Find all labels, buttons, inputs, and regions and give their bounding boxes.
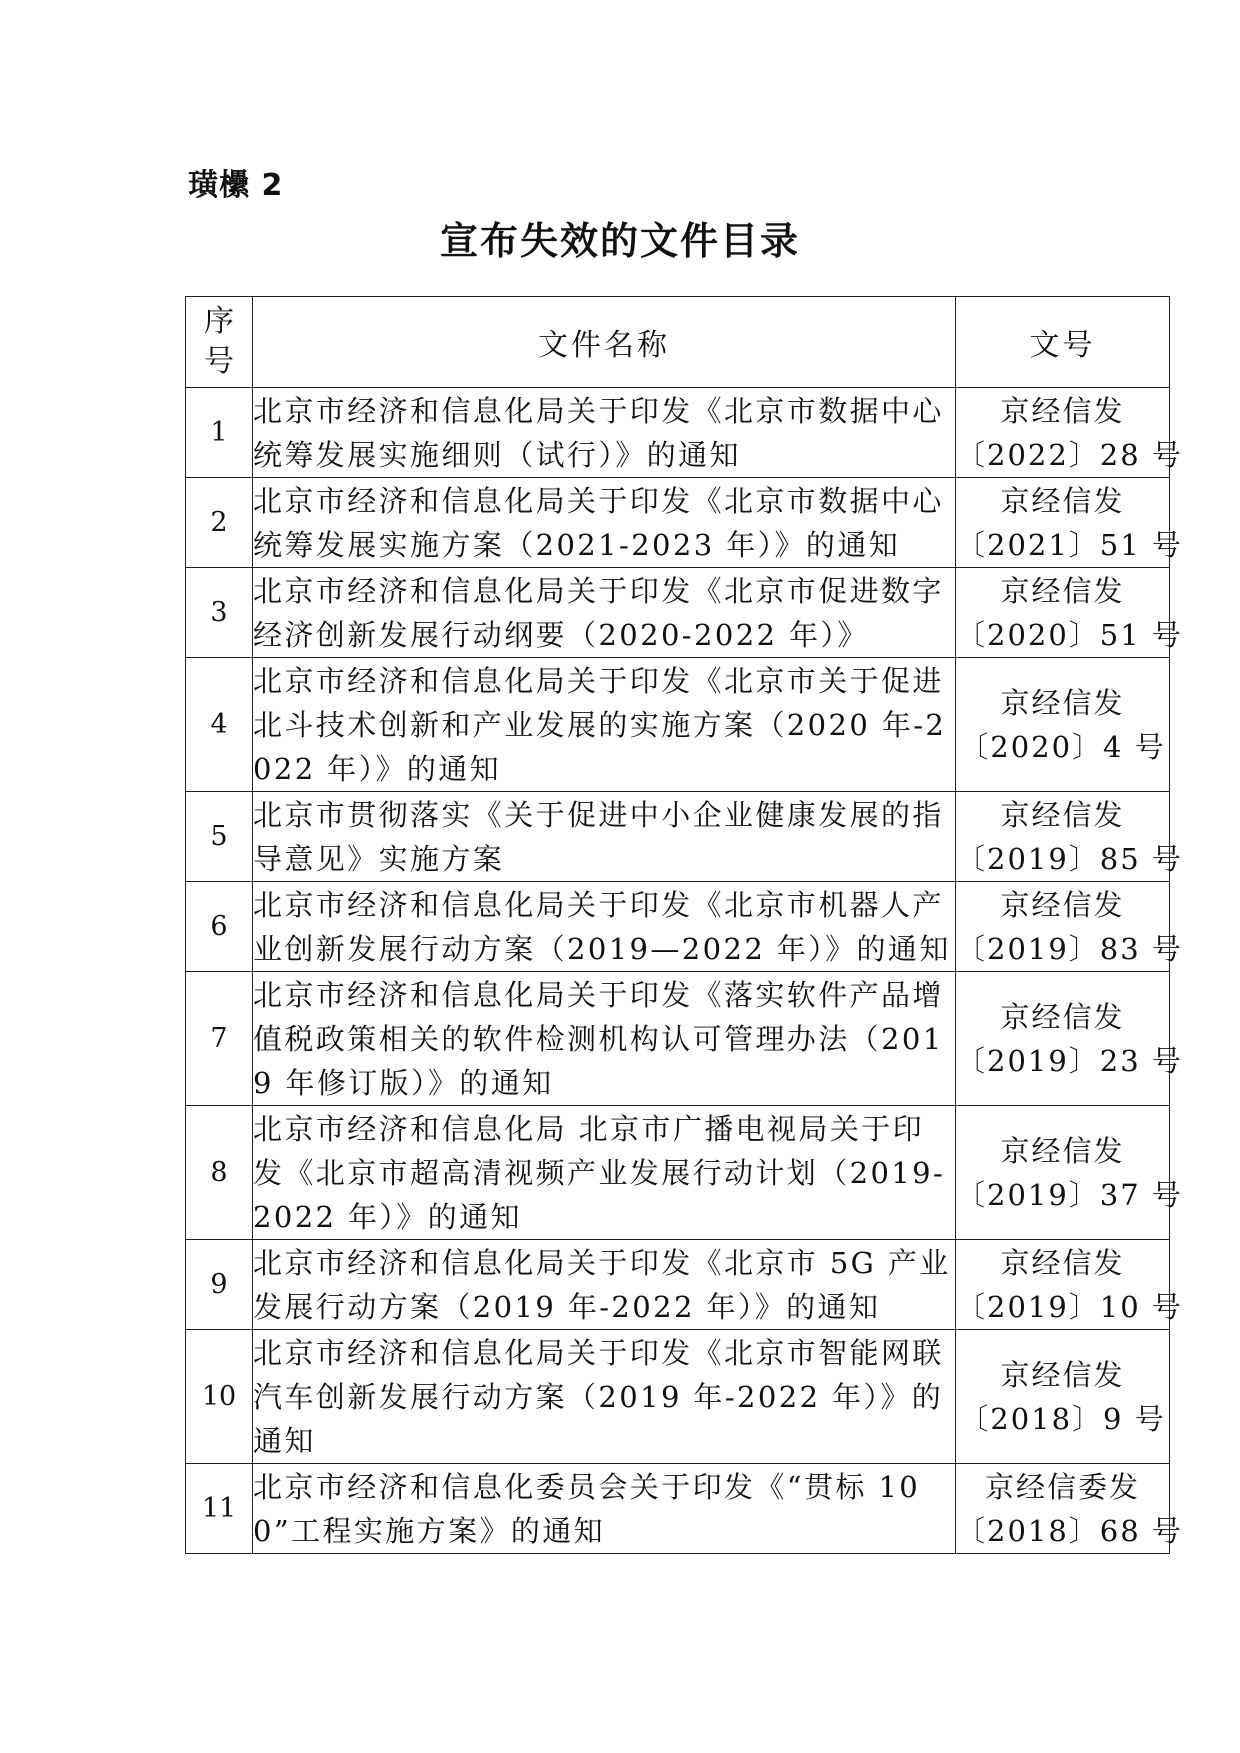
doc-issuer: 京经信发 bbox=[1000, 483, 1125, 518]
row-serial-number: 6 bbox=[186, 882, 253, 972]
table-row bbox=[186, 1464, 1170, 1554]
document-title: 宣布失效的文件目录 bbox=[439, 218, 800, 263]
table-header-row bbox=[186, 297, 1170, 388]
row-document-number bbox=[956, 388, 1183, 478]
header-serial-line1: 序 bbox=[204, 304, 234, 339]
header-serial-line2: 号 bbox=[204, 344, 234, 379]
row-document-number bbox=[956, 972, 1183, 1106]
row-serial-number: 8 bbox=[186, 1106, 253, 1240]
doc-issuer: 京经信发 bbox=[1000, 393, 1125, 428]
table-row bbox=[186, 658, 1170, 792]
row-serial-number: 10 bbox=[186, 1330, 253, 1464]
doc-issuer: 京经信发 bbox=[1000, 573, 1125, 608]
doc-code: 〔2019〕10 号 bbox=[956, 1289, 1183, 1324]
doc-issuer: 京经信发 bbox=[1000, 797, 1125, 832]
header-document-number: 文号 bbox=[956, 297, 1170, 388]
row-file-name: 北京市经济和信息化局关于印发《北京市数据中心统筹发展实施方案（2021-2023 年）》的通知 bbox=[253, 478, 956, 568]
doc-issuer: 京经信发 bbox=[1000, 1133, 1125, 1168]
doc-code: 〔2019〕85 号 bbox=[956, 841, 1183, 876]
table-row bbox=[186, 792, 1170, 882]
table-row bbox=[186, 972, 1170, 1106]
row-document-number bbox=[956, 658, 1170, 792]
row-serial-number: 3 bbox=[186, 568, 253, 658]
table-row bbox=[186, 882, 1170, 972]
row-serial-number: 4 bbox=[186, 658, 253, 792]
row-file-name: 北京市经济和信息化局关于印发《北京市数据中心统筹发展实施细则（试行）》的通知 bbox=[253, 388, 956, 478]
doc-code: 〔2021〕51 号 bbox=[956, 527, 1183, 562]
row-file-name: 北京市贯彻落实《关于促进中小企业健康发展的指导意见》实施方案 bbox=[253, 792, 956, 882]
doc-issuer: 京经信发 bbox=[1000, 1357, 1125, 1392]
doc-issuer: 京经信发 bbox=[1000, 999, 1125, 1034]
doc-code: 〔2018〕9 号 bbox=[959, 1401, 1166, 1436]
row-document-number bbox=[956, 1330, 1170, 1464]
row-file-name: 北京市经济和信息化局关于印发《北京市 5G 产业发展行动方案（2019 年-2022 年）》的通知 bbox=[253, 1240, 956, 1330]
rescinded-files-table bbox=[185, 296, 1183, 1554]
table-row bbox=[186, 568, 1170, 658]
header-file-name: 文件名称 bbox=[253, 297, 956, 388]
doc-code: 〔2020〕51 号 bbox=[956, 617, 1183, 652]
row-file-name: 北京市经济和信息化局关于印发《北京市机器人产业创新发展行动方案（2019—2022 年）》的通知 bbox=[253, 882, 956, 972]
row-serial-number: 5 bbox=[186, 792, 253, 882]
doc-issuer: 京经信发 bbox=[1000, 1245, 1125, 1280]
row-file-name: 北京市经济和信息化委员会关于印发《“贯标 100”工程实施方案》的通知 bbox=[253, 1464, 956, 1554]
doc-code: 〔2020〕4 号 bbox=[959, 729, 1166, 764]
row-document-number bbox=[956, 1106, 1183, 1240]
row-file-name: 北京市经济和信息化局关于印发《北京市智能网联汽车创新发展行动方案（2019 年-2022 年）》的通知 bbox=[253, 1330, 956, 1464]
row-document-number bbox=[956, 1464, 1183, 1554]
doc-code: 〔2019〕37 号 bbox=[956, 1177, 1183, 1212]
row-serial-number: 7 bbox=[186, 972, 253, 1106]
row-document-number bbox=[956, 882, 1183, 972]
row-file-name: 北京市经济和信息化局关于印发《落实软件产品增值税政策相关的软件检测机构认可管理办法（2019 年修订版）》的通知 bbox=[253, 972, 956, 1106]
doc-code: 〔2022〕28 号 bbox=[956, 437, 1183, 472]
doc-code: 〔2019〕83 号 bbox=[956, 931, 1183, 966]
row-serial-number: 11 bbox=[186, 1464, 253, 1554]
row-file-name: 北京市经济和信息化局关于印发《北京市关于促进北斗技术创新和产业发展的实施方案（2020 年-2022 年）》的通知 bbox=[253, 658, 956, 792]
row-document-number bbox=[956, 568, 1183, 658]
row-serial-number: 9 bbox=[186, 1240, 253, 1330]
row-file-name: 北京市经济和信息化局关于印发《北京市促进数字经济创新发展行动纲要（2020-2022 年）》 bbox=[253, 568, 956, 658]
table-row bbox=[186, 1330, 1170, 1464]
row-serial-number: 2 bbox=[186, 478, 253, 568]
attachment-label: 璜欙 2 bbox=[188, 168, 284, 203]
doc-issuer: 京经信发 bbox=[1000, 685, 1125, 720]
table-row bbox=[186, 388, 1170, 478]
row-document-number bbox=[956, 1240, 1183, 1330]
header-serial-number bbox=[186, 297, 253, 388]
doc-code: 〔2018〕68 号 bbox=[956, 1513, 1183, 1548]
row-document-number bbox=[956, 792, 1183, 882]
doc-issuer: 京经信委发 bbox=[984, 1469, 1140, 1504]
doc-code: 〔2019〕23 号 bbox=[956, 1043, 1183, 1078]
row-document-number bbox=[956, 478, 1183, 568]
row-file-name: 北京市经济和信息化局 北京市广播电视局关于印发《北京市超高清视频产业发展行动计划（2019-2022 年）》的通知 bbox=[253, 1106, 956, 1240]
table-row bbox=[186, 1106, 1170, 1240]
table-row bbox=[186, 478, 1170, 568]
row-serial-number: 1 bbox=[186, 388, 253, 478]
table-row bbox=[186, 1240, 1170, 1330]
doc-issuer: 京经信发 bbox=[1000, 887, 1125, 922]
